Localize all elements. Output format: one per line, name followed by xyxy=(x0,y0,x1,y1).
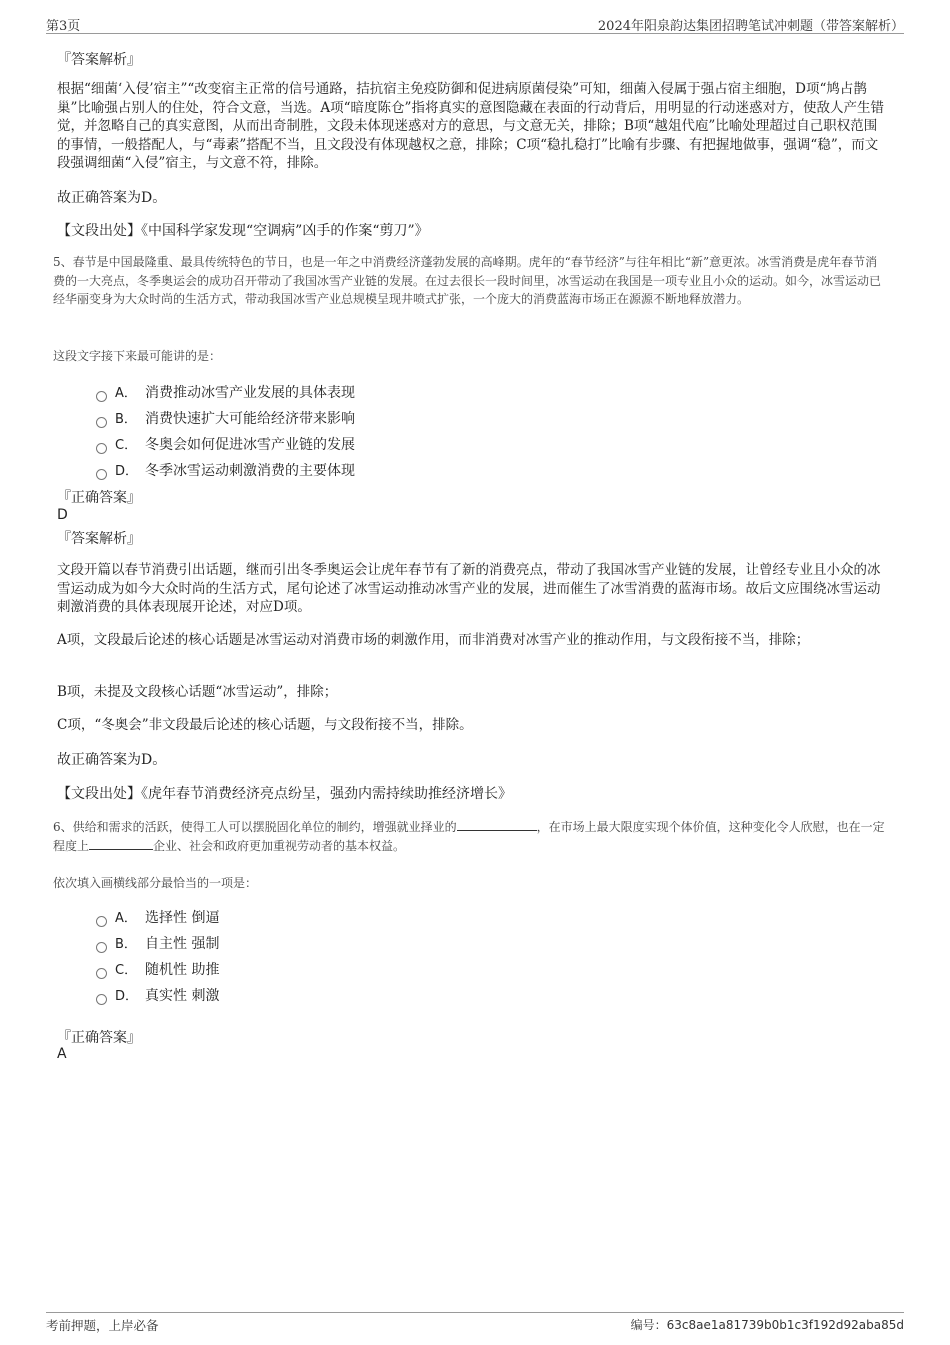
q6-text-part2: ，在市场上最大限度实现个体价值，这种变化令人欣慰，也在一定程度上 xyxy=(53,820,885,853)
q5-source: 【文段出处】《虎年春节消费经济亮点纷呈，强劲内需持续助推经济增长》 xyxy=(57,786,512,802)
radio-icon[interactable] xyxy=(96,443,107,454)
option-key: A． xyxy=(115,386,137,401)
option-text: 冬季冰雪运动刺激消费的主要体现 xyxy=(145,463,355,479)
q5-analysis-label: 『答案解析』 xyxy=(57,531,141,547)
footer-slogan: 考前押题，上岸必备 xyxy=(46,1318,159,1333)
q5-conclusion: 故正确答案为D。 xyxy=(57,752,167,768)
q5-prompt: 这段文字接下来最可能讲的是： xyxy=(53,349,222,363)
option-key: B． xyxy=(115,412,137,427)
document-code: 编号：63c8ae1a81739b0b1c3f192d92aba85d xyxy=(630,1318,904,1332)
radio-icon[interactable] xyxy=(96,968,107,979)
radio-icon[interactable] xyxy=(96,417,107,428)
option-key: B． xyxy=(115,937,137,952)
radio-icon[interactable] xyxy=(96,994,107,1005)
q6-option-a[interactable] xyxy=(96,907,219,927)
blank-line-1 xyxy=(457,818,537,831)
q5-question-text: 5、春节是中国最隆重、最具传统特色的节日，也是一年之中消费经济蓬勃发展的高峰期。虎年的“春节经济”与往年相比“新”意更浓。冰雪消费是虎年春节消费的一大亮点，冬季奥运会的成功召开带动了我国冰雪产业链的发展。在过去很长一段时间里，冰雪运动在我国是一项专业且小众的运动。如今，冰雪运动已经华丽变身为大众时尚的生活方式，带动我国冰雪产业总规模呈现井喷式扩张，一个庞大的消费蓝海市场正在源源不断地释放潜力。 xyxy=(53,255,882,306)
option-text: 消费推动冰雪产业发展的具体表现 xyxy=(145,385,355,401)
option-text: 真实性 刺激 xyxy=(145,988,220,1004)
q5-analysis-option-b: B项，未提及文段核心话题“冰雪运动”，排除； xyxy=(57,684,338,700)
blank-line-2 xyxy=(89,837,153,850)
q5-answer-label: 『正确答案』 xyxy=(57,490,141,506)
q6-prompt: 依次填入画横线部分最恰当的一项是： xyxy=(53,876,258,890)
option-key: D． xyxy=(115,989,139,1004)
q6-text-part3: 企业、社会和政府更加重视劳动者的基本权益。 xyxy=(153,838,406,853)
q4-source: 【文段出处】《中国科学家发现“空调病”凶手的作案“剪刀”》 xyxy=(57,223,429,239)
q5-analysis-option-c: C项，“冬奥会”非文段最后论述的核心话题，与文段衔接不当，排除。 xyxy=(57,717,473,733)
option-key: C． xyxy=(115,438,138,453)
q5-analysis-text: 文段开篇以春节消费引出话题，继而引出冬季奥运会让虎年春节有了新的消费亮点，带动了我国冰雪产业链的发展，让曾经专业且小众的冰雪运动成为如今大众时尚的生活方式，尾句论述了冰雪运动推动冰雪产业的发展，进而催生了冰雪消费的蓝海市场。故后文应围绕冰雪运动刺激消费的具体表现展开论述，对应D项。 xyxy=(57,562,881,615)
q5-analysis-option-a: A项，文段最后论述的核心话题是冰雪运动对消费市场的刺激作用，而非消费对冰雪产业的推动作用，与文段衔接不当，排除； xyxy=(57,632,810,648)
q6-option-d[interactable] xyxy=(96,985,219,1005)
option-text: 选择性 倒逼 xyxy=(145,910,220,926)
q5-option-a[interactable] xyxy=(96,382,355,402)
q6-answer: A xyxy=(57,1046,67,1062)
radio-icon[interactable] xyxy=(96,469,107,480)
q5-option-d[interactable] xyxy=(96,460,355,480)
option-text: 消费快速扩大可能给经济带来影响 xyxy=(145,411,355,427)
page-footer xyxy=(46,1312,904,1335)
page-header xyxy=(46,13,904,34)
option-text: 冬奥会如何促进冰雪产业链的发展 xyxy=(145,437,355,453)
q6-option-b[interactable] xyxy=(96,933,219,953)
q5-option-b[interactable] xyxy=(96,408,355,428)
q4-conclusion: 故正确答案为D。 xyxy=(57,190,167,206)
option-key: A． xyxy=(115,911,137,926)
option-text: 自主性 强制 xyxy=(145,936,220,952)
radio-icon[interactable] xyxy=(96,942,107,953)
q6-answer-label: 『正确答案』 xyxy=(57,1030,141,1046)
radio-icon[interactable] xyxy=(96,391,107,402)
q4-analysis-text: 根据“细菌‘入侵’宿主”“改变宿主正常的信号通路，拮抗宿主免疫防御和促进病原菌侵染”可知，细菌入侵属于强占宿主细胞，D项“鸠占鹊巢”比喻强占别人的住处，符合文意，当选。A项“暗度陈仓”指将真实的意图隐藏在表面的行动背后，用明显的行动迷惑对方，使敌人产生错觉，并忽略自己的真实意图，从而出奇制胜，文段未体现迷惑对方的意思，与文意无关，排除；B项“越俎代庖”比喻处理超过自己职权范围的事情，一般搭配人，与“毒素”搭配不当，且文段没有体现越权之意，排除；C项“稳扎稳打”比喻有步骤、有把握地做事，强调“稳”，而文段强调细菌“入侵”宿主，与文意不符，排除。 xyxy=(57,81,884,171)
option-key: C． xyxy=(115,963,138,978)
q6-question-text xyxy=(53,818,888,855)
option-text: 随机性 助推 xyxy=(145,962,220,978)
q6-text-part1: 6、供给和需求的活跃，使得工人可以摆脱固化单位的制约，增强就业择业的 xyxy=(53,820,457,834)
radio-icon[interactable] xyxy=(96,916,107,927)
option-key: D． xyxy=(115,464,139,479)
q6-option-c[interactable] xyxy=(96,959,219,979)
q4-analysis-label: 『答案解析』 xyxy=(57,52,141,68)
page-number: 第3页 xyxy=(46,19,81,34)
document-title: 2024年阳泉韵达集团招聘笔试冲刺题（带答案解析） xyxy=(597,19,904,34)
q5-answer: D xyxy=(57,507,68,523)
q5-option-c[interactable] xyxy=(96,434,355,454)
